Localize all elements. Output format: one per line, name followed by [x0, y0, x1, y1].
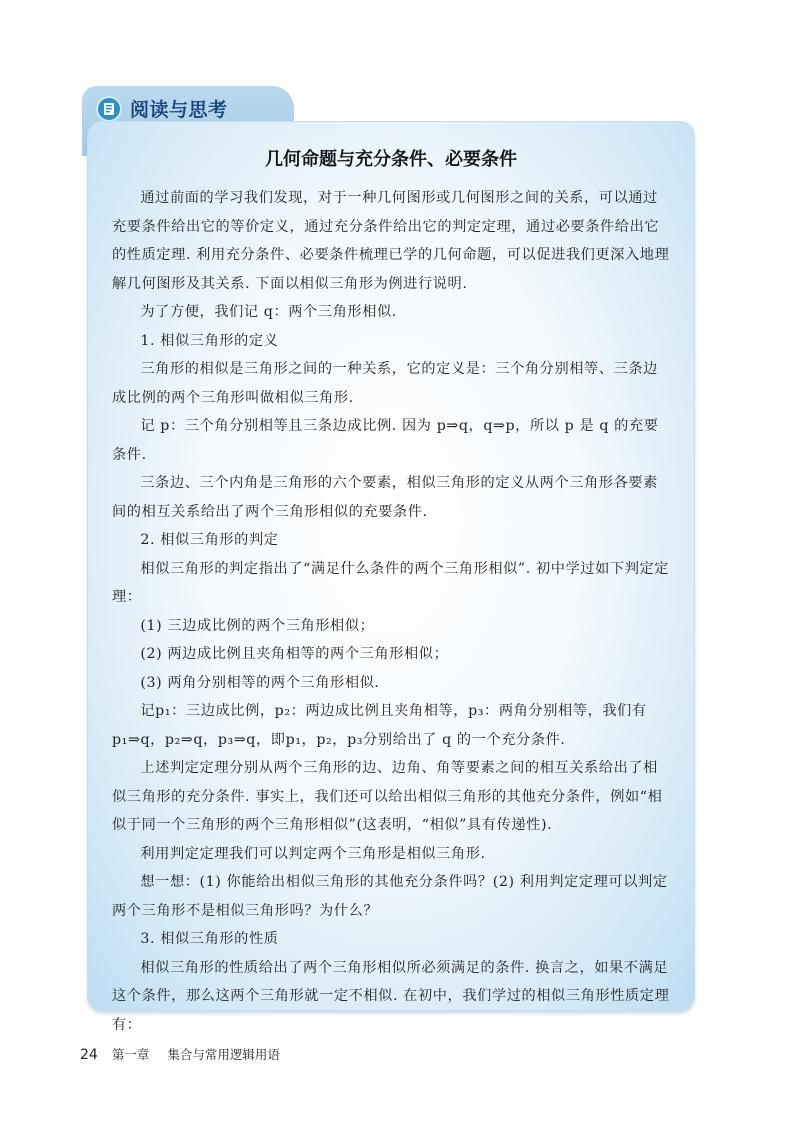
article-title: 几何命题与充分条件、必要条件 [265, 149, 517, 170]
subsection-heading: 2. 相似三角形的判定 [140, 532, 279, 548]
reading-panel [88, 122, 694, 1033]
chapter-number: 第一章 [111, 1047, 150, 1062]
article-body [112, 184, 672, 1039]
subsection-heading: 3. 相似三角形的性质 [140, 931, 279, 947]
paragraph: 上述判定定理分别从两个三角形的边、边角、角等要素之间的相互关系给出了相似三角形的充分条件. 事实上，我们还可以给出相似三角形的其他充分条件，例如“相似于同一个三角形的两个三角形相似”(这表明，“相似”具有传递性). [112, 760, 663, 833]
subsection-heading: 1. 相似三角形的定义 [140, 332, 279, 349]
paragraph: 三条边、三个内角是三角形的六个要素，相似三角形的定义从两个三角形各要素间的相互关系给出了两个三角形相似的充要条件. [112, 475, 658, 520]
page-footer [80, 1045, 280, 1063]
list-item: (2) 两边成比例且夹角相等的两个三角形相似； [140, 646, 449, 662]
paragraph: 利用判定定理我们可以判定两个三角形是相似三角形. [140, 845, 486, 862]
paragraph: 记 p：三个角分别相等且三条边成比例. 因为 p⇒q，q⇒p，所以 p 是 q 的充要条件. [112, 418, 659, 463]
paragraph: 为了方便，我们记 q：两个三角形相似. [140, 304, 397, 320]
paragraph: 想一想：(1) 你能给出相似三角形的其他充分条件吗？(2) 利用判定定理可以判定两个三角形不是相似三角形吗？为什么？ [112, 874, 668, 919]
list-item: (3) 两角分别相等的两个三角形相似. [140, 674, 380, 691]
chapter-title: 集合与常用逻辑用语 [167, 1047, 280, 1062]
list-item: (1) 三边成比例的两个三角形相似； [140, 617, 375, 634]
page-number: 24 [80, 1047, 98, 1063]
section-title: 阅读与思考 [130, 99, 228, 121]
paragraph: 三角形的相似是三角形之间的一种关系，它的定义是：三个角分别相等、三条边成比例的两个三角形叫做相似三角形. [112, 361, 658, 406]
paragraph: 记p₁：三边成比例，p₂：两边成比例且夹角相等，p₃：两角分别相等，我们有p₁⇒q，p₂⇒q，p₃⇒q，即p₁，p₂，p₃分别给出了 q 的一个充分条件. [112, 703, 647, 748]
book-icon [96, 96, 122, 122]
paragraph: 相似三角形的判定指出了“满足什么条件的两个三角形相似”. 初中学过如下判定定理： [112, 560, 670, 605]
paragraph: 相似三角形的性质给出了两个三角形相似所必须满足的条件. 换言之，如果不满足这个条件，那么这两个三角形就一定不相似. 在初中，我们学过的相似三角形性质定理有： [112, 959, 670, 1033]
paragraph: 通过前面的学习我们发现，对于一种几何图形或几何图形之间的关系，可以通过充要条件给出它的等价定义，通过充分条件给出它的判定定理，通过必要条件给出它的性质定理. 利用充分条件、必要条件梳理已学的几何命题，可以促进我们更深入地理解几何图形及其关系. 下面以相似三角形为例进行说明. [112, 190, 670, 292]
